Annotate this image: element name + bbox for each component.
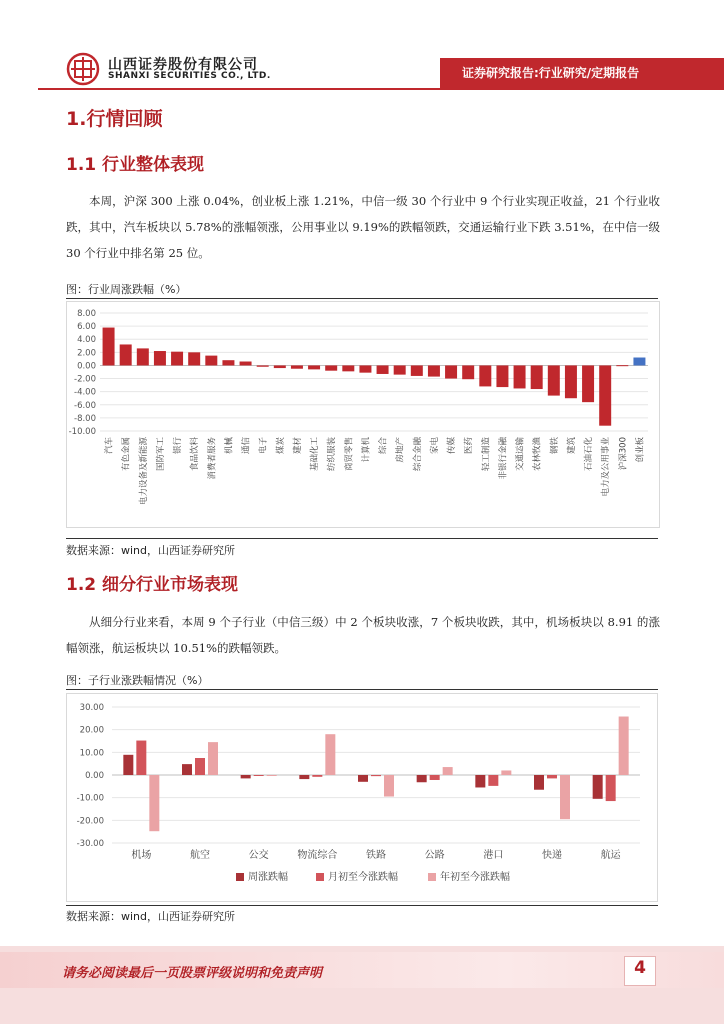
bar-基础化工	[308, 365, 320, 369]
source-rule-1	[66, 538, 658, 539]
sub-industry-change-chart	[66, 693, 656, 900]
bar-有色金属	[120, 344, 132, 365]
bar-公路-周涨跌幅	[417, 775, 427, 782]
x-tick-label: 物流综合	[297, 850, 338, 861]
bar-电子	[257, 365, 269, 366]
x-tick-label: 建材	[292, 437, 303, 455]
company-name-en: SHANXI SECURITIES CO., LTD.	[108, 71, 271, 81]
paragraph-2: 从细分行业来看，本周 9 个子行业（中信三级）中 2 个板块收涨，7 个板块收跌，其中，机场板块以 8.91 的涨幅领涨，航运板块以 10.51%的跌幅领跌。	[66, 615, 660, 655]
report-type: 证券研究报告:行业研究/定期报告	[462, 66, 640, 80]
bar-国防军工	[154, 351, 166, 365]
bar-机场-月初至今涨跌幅	[136, 741, 146, 775]
y-tick-label: -10.00	[68, 427, 96, 437]
x-tick-label: 基础化工	[310, 437, 321, 472]
y-tick-label: -20.00	[76, 816, 104, 827]
y-tick-label: -4.00	[74, 387, 96, 398]
bar-交通运输	[514, 365, 526, 388]
bar-银行	[171, 352, 183, 366]
x-tick-label: 银行	[173, 437, 184, 455]
x-tick-label: 机械	[224, 437, 235, 455]
bar-消费者服务	[205, 356, 217, 366]
x-tick-label: 非银行金融	[498, 437, 509, 480]
x-tick-label: 汽车	[104, 437, 115, 455]
bar-航运-年初至今涨跌幅	[619, 717, 629, 775]
bar-机场-年初至今涨跌幅	[149, 775, 159, 831]
x-tick-label: 医药	[464, 437, 475, 455]
x-tick-label: 电力及公用事业	[601, 437, 612, 497]
bar-石油石化	[582, 365, 594, 402]
x-tick-label: 快递	[542, 850, 562, 861]
data-source-1: 数据来源：wind，山西证券研究所	[66, 544, 236, 557]
bar-公交-月初至今涨跌幅	[254, 775, 264, 776]
bar-房地产	[394, 365, 406, 374]
bar-公交-周涨跌幅	[241, 775, 251, 778]
bar-综合	[377, 365, 389, 374]
bar-航空-年初至今涨跌幅	[208, 742, 218, 775]
x-tick-label: 通信	[241, 437, 252, 455]
x-tick-label: 公路	[424, 850, 445, 861]
paragraph-1: 本周，沪深 300 上涨 0.04%，创业板上涨 1.21%，中信一级 30 个行业中 9 个行业实现正收益，21 个行业收跌，其中，汽车板块以 5.78%的涨幅领涨，公用事业以 9.19%的跌幅领跌，交通运输行业下跌 3.51%，在中信一级 30 个行业中排名第 25 位。	[66, 194, 660, 260]
x-tick-label: 轻工制造	[481, 437, 492, 472]
legend-label: 周涨跌幅	[248, 872, 288, 883]
bar-钢铁	[548, 365, 560, 395]
x-tick-label: 家电	[429, 437, 440, 455]
bar-公路-月初至今涨跌幅	[430, 775, 440, 780]
page-number: 4	[634, 958, 646, 978]
bar-航运-月初至今涨跌幅	[606, 775, 616, 801]
bar-铁路-年初至今涨跌幅	[384, 775, 394, 797]
bar-计算机	[359, 365, 371, 372]
bar-非银行金融	[496, 365, 508, 387]
x-tick-label: 交通运输	[515, 437, 526, 472]
x-tick-label: 传媒	[447, 437, 458, 455]
y-tick-label: 8.00	[77, 309, 96, 319]
bar-港口-月初至今涨跌幅	[488, 775, 498, 786]
x-tick-label: 农林牧渔	[532, 437, 543, 472]
bar-公交-年初至今涨跌幅	[267, 775, 277, 776]
caption-rule-2	[66, 689, 658, 690]
subsection-title-2: 1.2 细分行业市场表现	[66, 575, 239, 595]
y-tick-label: 0.00	[77, 361, 96, 372]
x-tick-label: 商贸零售	[344, 437, 355, 472]
x-tick-label: 公交	[248, 850, 269, 861]
subsection-title-1: 1.1 行业整体表现	[66, 155, 205, 175]
legend-label: 年初至今涨跌幅	[440, 872, 510, 883]
company-name-cn: 山西证券股份有限公司	[108, 57, 258, 73]
x-tick-label: 建筑	[566, 437, 577, 455]
x-tick-label: 创业板	[635, 437, 646, 463]
y-tick-label: -2.00	[74, 374, 96, 385]
x-tick-label: 综合	[378, 437, 389, 455]
bar-轻工制造	[479, 365, 491, 386]
y-tick-label: 10.00	[79, 748, 104, 759]
y-tick-label: 2.00	[77, 348, 96, 359]
bar-建筑	[565, 365, 577, 398]
bar-航空-月初至今涨跌幅	[195, 758, 205, 775]
bar-商贸零售	[342, 365, 354, 371]
bar-快递-周涨跌幅	[534, 775, 544, 790]
bar-物流综合-周涨跌幅	[299, 775, 309, 779]
x-tick-label: 机场	[131, 850, 152, 861]
y-tick-label: -30.00	[76, 839, 104, 849]
bar-食品饮料	[188, 352, 200, 365]
y-tick-label: 0.00	[85, 771, 104, 781]
legend-swatch	[428, 873, 436, 881]
x-tick-label: 航运	[600, 850, 621, 861]
x-tick-label: 食品饮料	[190, 437, 201, 472]
bar-物流综合-年初至今涨跌幅	[325, 734, 335, 775]
bar-医药	[462, 365, 474, 379]
figure-caption-2: 图：子行业涨跌幅情况（%）	[66, 674, 209, 687]
bar-农林牧渔	[531, 365, 543, 389]
bar-汽车	[103, 328, 115, 366]
x-tick-label: 消费者服务	[207, 437, 218, 480]
bar-传媒	[445, 365, 457, 378]
x-tick-label: 国防军工	[155, 437, 166, 472]
figure-caption-1: 图：行业周涨跌幅（%）	[66, 283, 187, 296]
bar-公路-年初至今涨跌幅	[443, 767, 453, 775]
x-tick-label: 纺织服装	[327, 437, 338, 472]
bar-机场-周涨跌幅	[123, 755, 133, 775]
industry-weekly-change-chart	[66, 301, 658, 526]
bar-铁路-周涨跌幅	[358, 775, 368, 782]
bar-纺织服装	[325, 365, 337, 370]
y-tick-label: -6.00	[74, 400, 96, 411]
bar-电力及公用事业	[599, 365, 611, 425]
bar-铁路-月初至今涨跌幅	[371, 775, 381, 776]
bar-综合金融	[411, 365, 423, 375]
bar-快递-月初至今涨跌幅	[547, 775, 557, 778]
x-tick-label: 计算机	[361, 437, 372, 463]
x-tick-label: 煤炭	[275, 437, 286, 455]
bar-航运-周涨跌幅	[593, 775, 603, 799]
bar-沪深300	[616, 365, 628, 366]
legend-swatch	[316, 873, 324, 881]
bar-创业板	[633, 358, 645, 366]
bar-港口-周涨跌幅	[475, 775, 485, 787]
bar-航空-周涨跌幅	[182, 764, 192, 775]
x-tick-label: 航空	[190, 850, 210, 861]
x-tick-label: 港口	[483, 850, 504, 861]
bar-物流综合-月初至今涨跌幅	[312, 775, 322, 777]
bar-煤炭	[274, 365, 286, 368]
x-tick-label: 综合金融	[412, 437, 423, 472]
caption-rule-1	[66, 298, 658, 299]
y-tick-label: 30.00	[79, 703, 104, 713]
section-title: 1.行情回顾	[66, 108, 163, 130]
bar-家电	[428, 365, 440, 376]
y-tick-label: 20.00	[79, 725, 104, 736]
y-tick-label: 6.00	[77, 322, 96, 333]
bar-电力设备及新能源	[137, 348, 149, 365]
x-tick-label: 房地产	[395, 437, 406, 463]
bar-快递-年初至今涨跌幅	[560, 775, 570, 819]
y-tick-label: 4.00	[77, 335, 96, 346]
data-source-2: 数据来源：wind，山西证券研究所	[66, 910, 236, 923]
x-tick-label: 铁路	[366, 850, 386, 861]
x-tick-label: 钢铁	[549, 437, 560, 455]
bar-港口-年初至今涨跌幅	[501, 770, 511, 775]
source-rule-2	[66, 905, 658, 906]
y-tick-label: -10.00	[76, 793, 104, 804]
x-tick-label: 电子	[258, 437, 269, 455]
disclaimer-link[interactable]: 请务必阅读最后一页股票评级说明和免责声明	[62, 966, 323, 981]
header-divider	[38, 88, 724, 90]
x-tick-label: 有色金属	[121, 437, 132, 472]
x-tick-label: 石油石化	[584, 437, 595, 472]
x-tick-label: 电力设备及新能源	[138, 437, 149, 506]
bar-机械	[222, 360, 234, 365]
bar-建材	[291, 365, 303, 368]
legend-label: 月初至今涨跌幅	[328, 872, 398, 883]
y-tick-label: -8.00	[74, 413, 96, 424]
legend-swatch	[236, 873, 244, 881]
x-tick-label: 沪深300	[618, 437, 629, 471]
bar-通信	[240, 362, 252, 366]
company-logo	[66, 52, 100, 86]
